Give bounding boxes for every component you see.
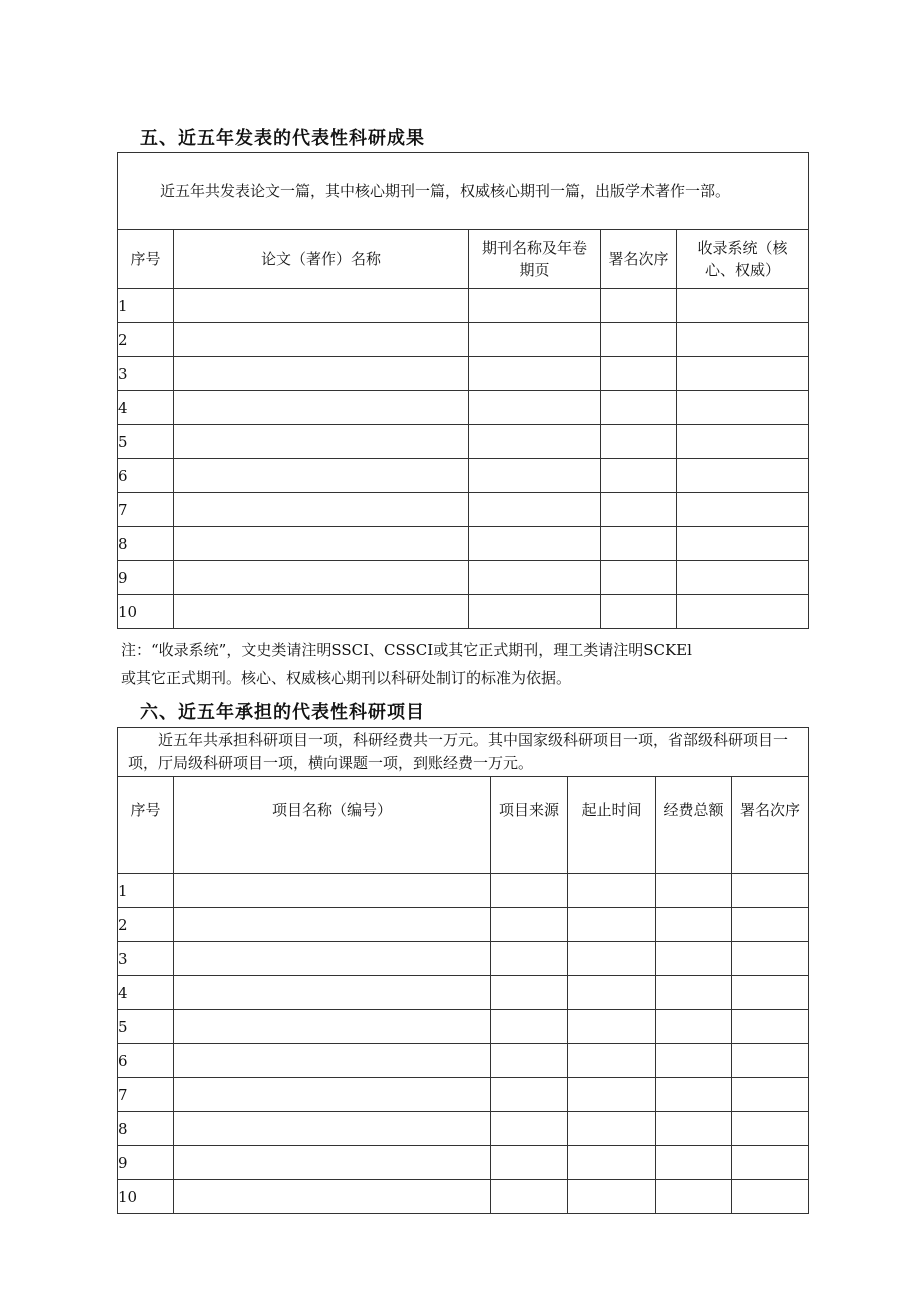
period-cell[interactable] [568,1010,656,1044]
funding-cell[interactable] [656,874,732,908]
author-order-cell[interactable] [601,459,677,493]
funding-cell[interactable] [656,1078,732,1112]
row-number: 7 [118,1078,174,1112]
table-row [118,561,809,595]
header-index-system-line1: 收录系统（核 [697,239,788,257]
section6-title: 六、近五年承担的代表性科研项目 [140,702,425,723]
funding-cell[interactable] [656,1010,732,1044]
paper-name-cell[interactable] [174,527,469,561]
header-journal [469,230,601,289]
funding-cell[interactable] [656,1146,732,1180]
project-name-cell[interactable] [174,976,491,1010]
funding-cell[interactable] [656,1044,732,1078]
source-cell[interactable] [491,1112,568,1146]
table-row [118,908,809,942]
author-order-cell[interactable] [732,874,809,908]
journal-cell[interactable] [469,493,601,527]
period-cell[interactable] [568,1044,656,1078]
author-order-cell[interactable] [601,357,677,391]
projects-summary-text: 近五年共承担科研项目一项，科研经费共一万元。其中国家级科研项目一项，省部级科研项目一项，厅局级科研项目一项，横向课题一项，到账经费一万元。 [128,731,789,772]
project-name-cell[interactable] [174,1112,491,1146]
index-system-cell[interactable] [677,425,809,459]
table-row [118,357,809,391]
source-cell[interactable] [491,1180,568,1214]
journal-cell[interactable] [469,527,601,561]
row-number: 2 [118,323,174,357]
table-row [118,323,809,357]
source-cell[interactable] [491,976,568,1010]
table-row [118,1180,809,1214]
source-cell[interactable] [491,1078,568,1112]
index-system-cell[interactable] [677,493,809,527]
header-index-system [677,230,809,289]
row-number: 4 [118,976,174,1010]
author-order-cell[interactable] [732,1112,809,1146]
row-number: 2 [118,908,174,942]
paper-name-cell[interactable] [174,595,469,629]
header-author-order: 署名次序 [601,230,677,289]
project-name-cell[interactable] [174,1180,491,1214]
projects-summary [118,728,809,777]
journal-cell[interactable] [469,595,601,629]
index-system-cell[interactable] [677,357,809,391]
period-cell[interactable] [568,1078,656,1112]
author-order-cell[interactable] [601,391,677,425]
row-number: 4 [118,391,174,425]
table-row [118,493,809,527]
author-order-cell[interactable] [601,323,677,357]
header-index: 序号 [118,777,174,874]
paper-name-cell[interactable] [174,459,469,493]
table-row [118,289,809,323]
table-row [118,942,809,976]
publications-summary [118,153,809,230]
header-author-order: 署名次序 [732,777,809,874]
period-cell[interactable] [568,874,656,908]
projects-table [117,727,809,1214]
funding-cell[interactable] [656,1112,732,1146]
note-line2: 或其它正式期刊。核心、权威核心期刊以科研处制订的标准为依据。 [121,669,572,687]
journal-cell[interactable] [469,323,601,357]
paper-name-cell[interactable] [174,493,469,527]
author-order-cell[interactable] [601,425,677,459]
row-number: 1 [118,874,174,908]
row-number: 5 [118,425,174,459]
author-order-cell[interactable] [601,289,677,323]
author-order-cell[interactable] [732,1044,809,1078]
period-cell[interactable] [568,1180,656,1214]
table-row [118,527,809,561]
project-name-cell[interactable] [174,1044,491,1078]
row-number: 9 [118,1146,174,1180]
paper-name-cell[interactable] [174,391,469,425]
row-number: 8 [118,527,174,561]
author-order-cell[interactable] [732,1180,809,1214]
source-cell[interactable] [491,908,568,942]
project-name-cell[interactable] [174,1010,491,1044]
table-row [118,976,809,1010]
journal-cell[interactable] [469,357,601,391]
index-system-cell[interactable] [677,561,809,595]
index-system-cell[interactable] [677,459,809,493]
header-project-name: 项目名称（编号） [174,777,491,874]
header-funding: 经费总额 [656,777,732,874]
table-row [118,1146,809,1180]
header-journal-line1: 期刊名称及年卷 [481,239,587,257]
author-order-cell[interactable] [732,942,809,976]
index-system-cell[interactable] [677,527,809,561]
project-name-cell[interactable] [174,874,491,908]
author-order-cell[interactable] [732,1078,809,1112]
project-name-cell[interactable] [174,942,491,976]
row-number: 10 [118,595,174,629]
journal-cell[interactable] [469,289,601,323]
header-period: 起止时间 [568,777,656,874]
table-row [118,595,809,629]
row-number: 6 [118,459,174,493]
project-name-cell[interactable] [174,908,491,942]
row-number: 7 [118,493,174,527]
row-number: 9 [118,561,174,595]
period-cell[interactable] [568,1146,656,1180]
period-cell[interactable] [568,1112,656,1146]
paper-name-cell[interactable] [174,561,469,595]
table-row [118,425,809,459]
publications-table [117,152,809,629]
table-row [118,1010,809,1044]
header-source: 项目来源 [491,777,568,874]
row-number: 6 [118,1044,174,1078]
paper-name-cell[interactable] [174,425,469,459]
author-order-cell[interactable] [601,527,677,561]
paper-name-cell[interactable] [174,289,469,323]
author-order-cell[interactable] [601,493,677,527]
paper-name-cell[interactable] [174,357,469,391]
funding-cell[interactable] [656,908,732,942]
index-system-cell[interactable] [677,289,809,323]
note-line1: 注：“收录系统”，文史类请注明SSCI、CSSCI或其它正式期刊，理工类请注明SCKEl [121,641,692,659]
author-order-cell[interactable] [601,595,677,629]
author-order-cell[interactable] [732,908,809,942]
paper-name-cell[interactable] [174,323,469,357]
row-number: 5 [118,1010,174,1044]
project-name-cell[interactable] [174,1078,491,1112]
period-cell[interactable] [568,942,656,976]
author-order-cell[interactable] [601,561,677,595]
header-index-system-line2: 心、权威） [705,261,781,279]
table-row [118,1078,809,1112]
row-number: 8 [118,1112,174,1146]
journal-cell[interactable] [469,425,601,459]
source-cell[interactable] [491,1044,568,1078]
journal-cell[interactable] [469,561,601,595]
journal-cell[interactable] [469,459,601,493]
table-row [118,874,809,908]
period-cell[interactable] [568,908,656,942]
project-name-cell[interactable] [174,1146,491,1180]
funding-cell[interactable] [656,1180,732,1214]
funding-cell[interactable] [656,976,732,1010]
author-order-cell[interactable] [732,1146,809,1180]
publications-header-row [118,230,809,289]
table-row [118,1044,809,1078]
row-number: 10 [118,1180,174,1214]
row-number: 3 [118,357,174,391]
row-number: 3 [118,942,174,976]
header-index: 序号 [118,230,174,289]
source-cell[interactable] [491,1146,568,1180]
source-cell[interactable] [491,942,568,976]
row-number: 1 [118,289,174,323]
table-row [118,391,809,425]
projects-header-row [118,777,809,874]
period-cell[interactable] [568,976,656,1010]
publications-summary-text: 近五年共发表论文一篇，其中核心期刊一篇，权威核心期刊一篇，出版学术著作一部。 [160,182,731,200]
table-row [118,1112,809,1146]
section5-title: 五、近五年发表的代表性科研成果 [140,128,425,149]
author-order-cell[interactable] [732,1010,809,1044]
header-journal-line2: 期页 [519,261,550,279]
source-cell[interactable] [491,1010,568,1044]
index-system-cell[interactable] [677,391,809,425]
index-system-cell[interactable] [677,595,809,629]
index-system-cell[interactable] [677,323,809,357]
author-order-cell[interactable] [732,976,809,1010]
funding-cell[interactable] [656,942,732,976]
table-row [118,459,809,493]
table-note [121,636,811,692]
journal-cell[interactable] [469,391,601,425]
header-paper-name: 论文（著作）名称 [174,230,469,289]
source-cell[interactable] [491,874,568,908]
